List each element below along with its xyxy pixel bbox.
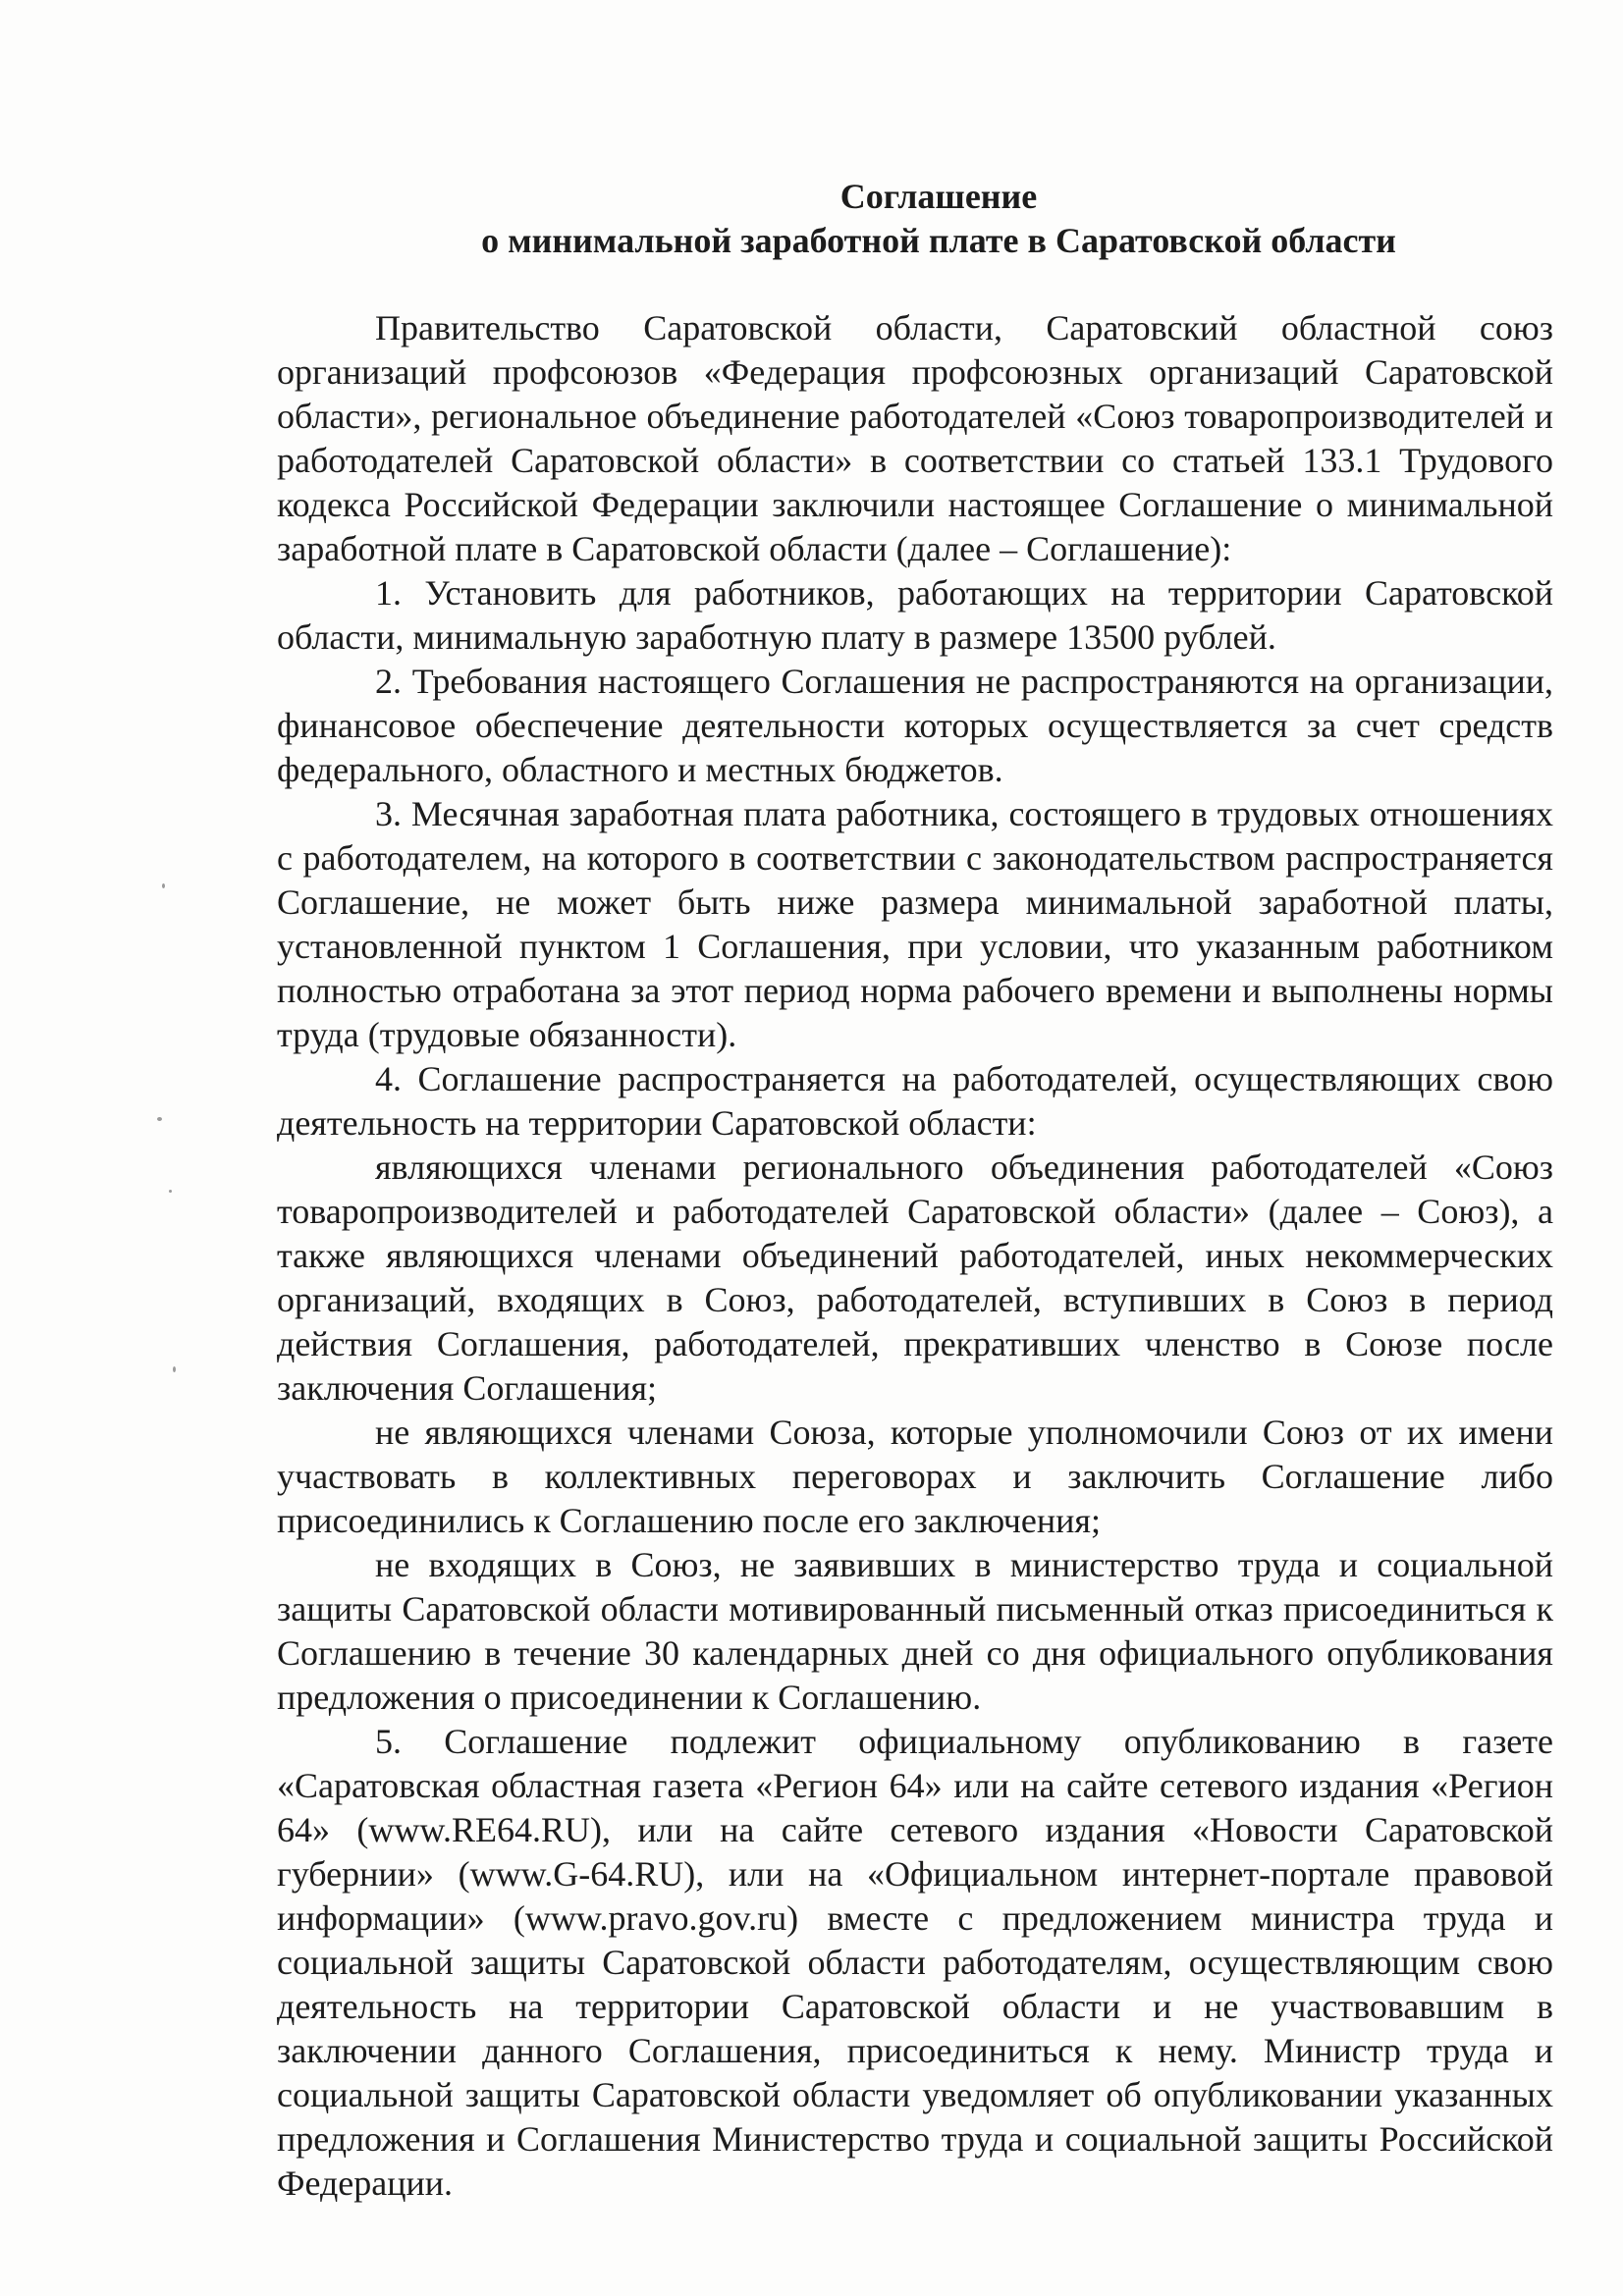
- paragraph-item-4-non-members: не входящих в Союз, не заявивших в министерство труда и социальной защиты Саратовской области мотивированный письменный отказ присоединиться к Соглашению в течение 30 календарных дней со дня официального опубликования предложения о присоединении к Соглашению.: [277, 1545, 1553, 1717]
- paragraph-item-4-authorized: не являющихся членами Союза, которые уполномочили Союз от их имени участвовать в коллективных переговорах и заключить Соглашение либо присоединились к Соглашению после его заключения;: [277, 1413, 1553, 1540]
- paragraph-item-4: 4. Соглашение распространяется на работодателей, осуществляющих свою деятельность на территории Саратовской области:: [277, 1059, 1553, 1143]
- title-line-1: Соглашение: [839, 177, 1038, 216]
- paragraph-item-3: 3. Месячная заработная плата работника, состоящего в трудовых отношениях с работодателем, на которого в соответствии с законодательством распространяется Соглашение, не может быть ниже размера минимальной заработной платы, установленной пунктом 1 Соглашения, при условии, что указанным работником полностью отработана за этот период норма рабочего времени и выполнены нормы труда (трудовые обязанности).: [277, 794, 1553, 1054]
- paragraph-item-1: 1. Установить для работников, работающих на территории Саратовской области, минимальную заработную плату в размере 13500 рублей.: [277, 573, 1553, 657]
- scan-speck: [173, 1366, 176, 1372]
- document-body: [277, 175, 1553, 2206]
- scan-speck: [162, 883, 165, 888]
- title-line-2: о минимальной заработной плате в Саратовской области: [481, 221, 1396, 260]
- paragraph-item-5: 5. Соглашение подлежит официальному опубликованию в газете «Саратовская областная газета «Регион 64» или на сайте сетевого издания «Регион 64» (www.RE64.RU), или на сайте сетевого издания «Новости Саратовской губернии» (www.G-64.RU), или на «Официальном интернет-портале правовой информации» (www.pravo.gov.ru) вместе с предложением министра труда и социальной защиты Саратовской области работодателям, осуществляющим свою деятельность на территории Саратовской области и не участвовавшим в заключении данного Соглашения, присоединиться к нему. Министр труда и социальной защиты Саратовской области уведомляет об опубликовании указанных предложения и Соглашения Министерство труда и социальной защиты Российской Федерации.: [277, 1722, 1553, 2203]
- paragraph-item-2: 2. Требования настоящего Соглашения не распространяются на организации, финансовое обеспечение деятельности которых осуществляется за счет средств федерального, областного и местных бюджетов.: [277, 662, 1553, 789]
- scan-speck: [169, 1190, 172, 1193]
- scan-speck: [157, 1117, 162, 1121]
- document-title: [277, 175, 1553, 263]
- paragraph-item-4-members: являющихся членами регионального объединения работодателей «Союз товаропроизводителей и работодателей Саратовской области» (далее – Союз), а также являющихся членами объединений работодателей, иных некоммерческих организаций, входящих в Союз, работодателей, вступивших в Союз в период действия Соглашения, работодателей, прекративших членство в Союзе после заключения Соглашения;: [277, 1148, 1553, 1408]
- paragraph-preamble: Правительство Саратовской области, Саратовский областной союз организаций профсоюзов «Федерация профсоюзных организаций Саратовской области», региональное объединение работодателей «Союз товаропроизводителей и работодателей Саратовской области» в соответствии со статьей 133.1 Трудового кодекса Российской Федерации заключили настоящее Соглашение о минимальной заработной плате в Саратовской области (далее – Соглашение):: [277, 308, 1553, 568]
